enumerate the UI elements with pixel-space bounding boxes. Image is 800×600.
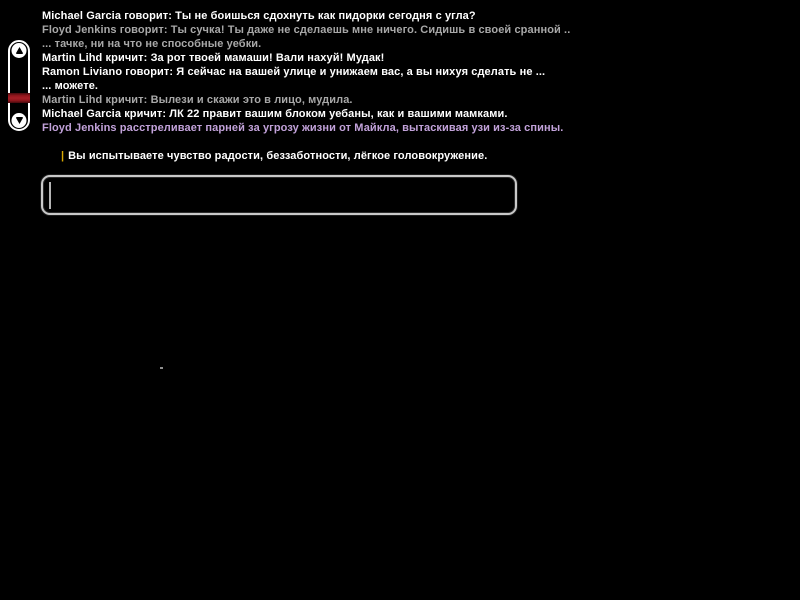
chat-line: Ramon Liviano говорит: Я сейчас на вашей улице и унижаем вас, а вы нихуя сделать не ... xyxy=(42,66,546,78)
chat-line: Michael Garcia говорит: Ты не боишься сдохнуть как пидорки сегодня с угла? xyxy=(42,10,476,22)
chat-line xyxy=(42,135,782,162)
chat-log xyxy=(42,9,782,162)
chat-line: ... можете. xyxy=(42,80,99,92)
chat-line: Michael Garcia кричит: ЛК 22 правит вашим блоком уебаны, как и вашими мамками. xyxy=(42,108,508,120)
chat-line: Floyd Jenkins говорит: Ты сучка! Ты даже не сделаешь мне ничего. Сидишь в своей сранной .. xyxy=(42,24,571,36)
chat-line: Martin Lihd кричит: За рот твоей мамаши! Вали нахуй! Мудак! xyxy=(42,52,385,64)
status-line-text: Вы испытываете чувство радости, беззаботности, лёгкое головокружение. xyxy=(68,150,488,162)
chat-line: Floyd Jenkins расстреливает парней за угрозу жизни от Майкла, вытаскивая узи из-за спины. xyxy=(42,122,564,134)
chat-input-box[interactable] xyxy=(41,175,517,215)
chat-line: ... тачке, ни на что не способные уебки. xyxy=(42,38,262,50)
scroll-down-button[interactable] xyxy=(12,113,27,128)
scroll-up-button[interactable] xyxy=(12,43,27,58)
chat-scrollbar[interactable] xyxy=(8,40,30,131)
scrollbar-thumb[interactable] xyxy=(8,93,30,103)
up-arrow-icon xyxy=(15,47,23,54)
status-line-prefix: | xyxy=(60,150,65,162)
chat-line: Martin Lihd кричит: Вылези и скажи это в лицо, мудила. xyxy=(42,94,353,106)
down-arrow-icon xyxy=(15,117,23,124)
input-caret xyxy=(49,182,51,209)
screen-dot xyxy=(160,367,163,369)
